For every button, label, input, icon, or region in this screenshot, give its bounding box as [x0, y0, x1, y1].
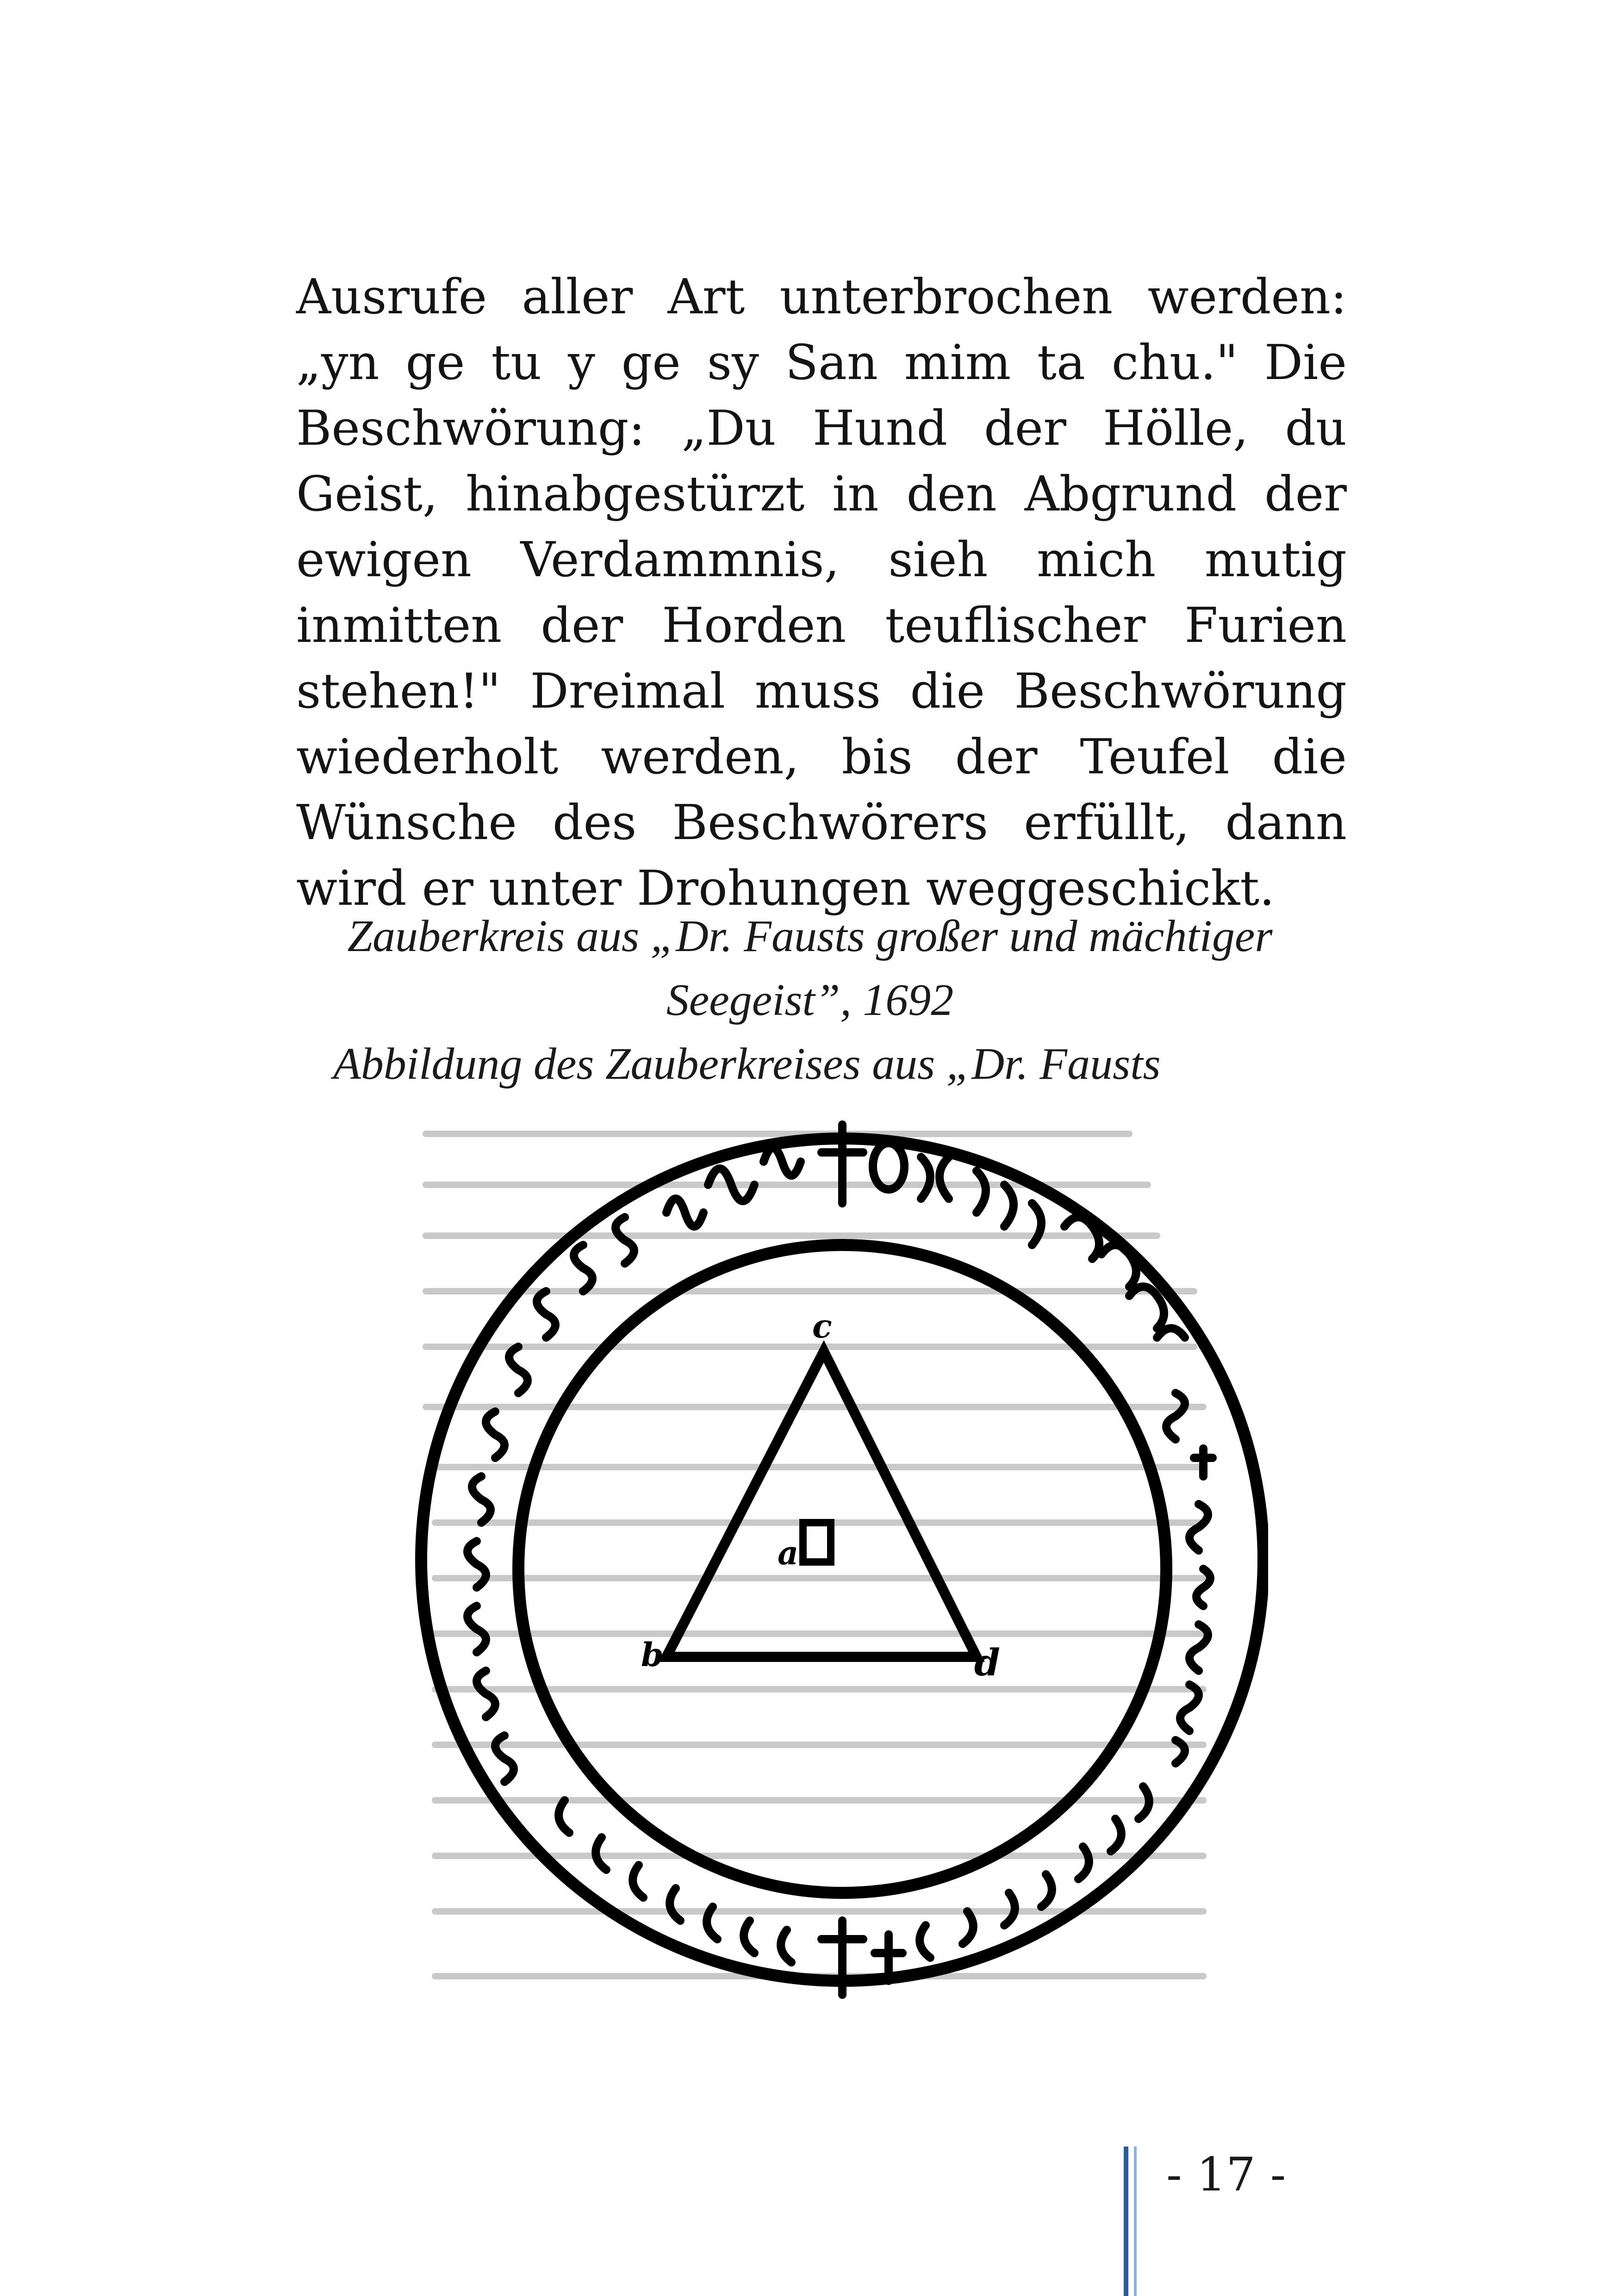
center-rectangle	[803, 1523, 831, 1562]
page-number: - 17 -	[1166, 2147, 1286, 2202]
figure-caption-line-1: Zauberkreis aus „Dr. Fausts großer und mächtiger	[347, 911, 1273, 961]
footer-rule-light	[1134, 2147, 1137, 2296]
label-b: b	[641, 1636, 664, 1674]
label-c: c	[812, 1307, 832, 1345]
ring-glyphs	[467, 1125, 1213, 1995]
inner-circle	[518, 1245, 1166, 1893]
label-a: a	[778, 1534, 799, 1572]
footer-rule-dark	[1124, 2147, 1128, 2296]
label-d: d	[974, 1641, 1000, 1684]
triangle	[666, 1351, 977, 1657]
figure-caption-line-3: Abbildung des Zauberkreises aus „Dr. Fausts	[333, 1039, 1161, 1089]
magic-circle-illustration	[407, 1106, 1268, 2013]
figure-caption-line-2: Seegeist”, 1692	[666, 975, 954, 1025]
magic-circle-svg	[407, 1106, 1268, 2013]
body-paragraph: Ausrufe aller Art unterbrochen werden: „yn ge tu y ge sy San mim ta chu." Die Beschwörung: „Du Hund der Hölle, du Geist, hinabgestürzt in den Abgrund der ewigen Verdammnis, sieh mich mutig inmitten der Horden teuflischer Furien stehen!" Dreimal muss die Beschwörung wiederholt werden, bis der Teufel die Wünsche des Beschwörers erfüllt, dann wird er unter Drohungen weggeschickt.	[296, 268, 1347, 916]
